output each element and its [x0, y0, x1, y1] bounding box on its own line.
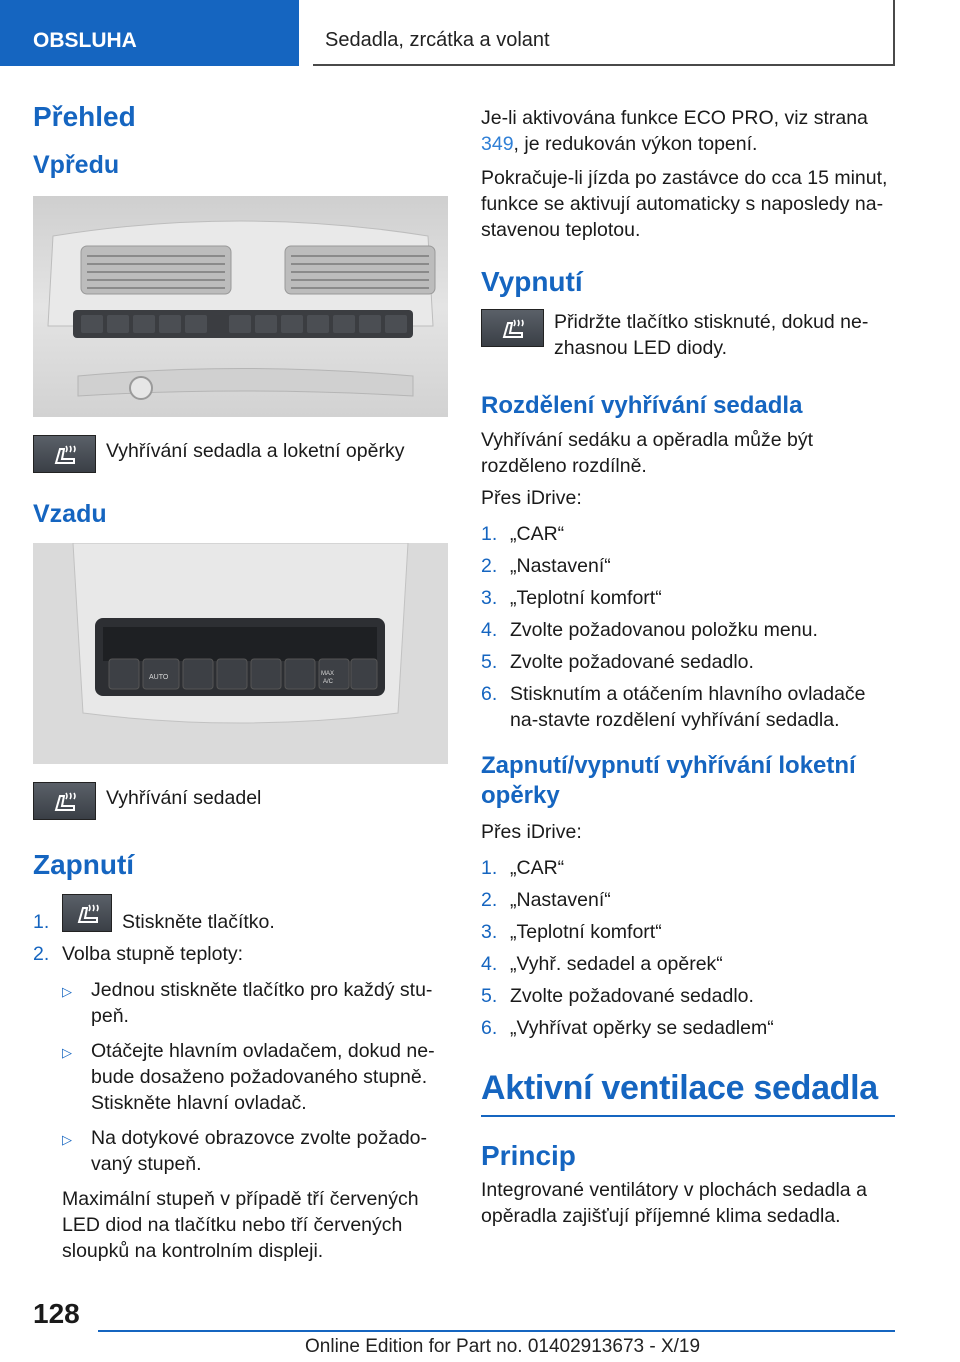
front-caption: Vyhřívání sedadla a loketní opěrky	[106, 440, 405, 462]
split-step: 1. „CAR“	[481, 523, 565, 545]
principle-text: Integrované ventilátory v plochách sedadla a opěradla zajišťují příjemné klima sedadla.	[481, 1179, 867, 1227]
rear-caption: Vyhřívání sedadel	[106, 787, 262, 809]
inline-seat-heating-glyph	[75, 902, 101, 926]
right-column	[481, 105, 895, 1229]
armrest-step: 5. Zvolte požadované sedadlo.	[481, 985, 754, 1007]
split-text: Vyhřívání sedáku a opěradla může být rozděleno rozdílně.	[481, 429, 814, 477]
rear-console-drawing	[33, 543, 448, 764]
armrest-step: 1. „CAR“	[481, 857, 565, 879]
front-legend	[33, 435, 448, 473]
principle-heading: Princip	[481, 1140, 576, 1171]
on-steps	[33, 894, 448, 967]
page-number: 128	[33, 1298, 80, 1329]
left-column	[33, 100, 448, 1264]
inline-seat-heating-icon	[62, 894, 112, 932]
continue-note: Pokračuje-li jízda po zastávce do cca 15 minut, funkce se aktivují automaticky s naposledy na-stavenou teplotou.	[481, 167, 888, 241]
off-text: Přidržte tlačítko stisknuté, dokud ne-zhasnou LED diody.	[554, 311, 869, 359]
ventilation-heading: Aktivní ventilace sedadla	[481, 1069, 878, 1107]
armrest-step: 2. „Nastavení“	[481, 889, 611, 911]
rear-ac-label: A/C	[323, 679, 334, 685]
split-step: 5. Zvolte požadované sedadlo.	[481, 651, 754, 673]
eco-page-link[interactable]: 349	[481, 133, 514, 155]
split-step: 3. „Teplotní komfort“	[481, 587, 662, 609]
armrest-heading: Zapnutí/vypnutí vyhřívání loketní opěrky	[481, 752, 856, 809]
overview-heading: Přehled	[33, 101, 136, 132]
front-console-image	[33, 196, 448, 417]
rear-heading: Vzadu	[33, 500, 107, 528]
on-step-1: 1. Stiskněte tlačítko.	[33, 894, 448, 935]
front-heading: Vpředu	[33, 151, 120, 179]
level-option-3: ▷ Na dotykové obrazovce zvolte požado-vaný stupeň.	[62, 1127, 428, 1175]
rear-console-image	[33, 543, 448, 764]
edition-text: Online Edition for Part no. 01402913673 - X/19	[305, 1336, 701, 1357]
rear-auto-label: AUTO	[149, 674, 169, 681]
on-heading: Zapnutí	[33, 849, 135, 880]
rear-seat-heating-icon	[33, 782, 96, 820]
footer-rule	[98, 1330, 895, 1332]
armrest-step: 6. „Vyhřívat opěrky se sedadlem“	[481, 1017, 774, 1039]
off-seat-heating-glyph	[500, 317, 526, 341]
on-step-2: 2. Volba stupně teploty:	[33, 943, 244, 965]
armrest-via-idrive: Přes iDrive:	[481, 821, 582, 843]
chapter-header	[313, 0, 895, 66]
seat-heating-icon	[33, 435, 96, 473]
section-title: OBSLUHA	[33, 29, 137, 52]
split-step: 4. Zvolte požadovanou položku menu.	[481, 619, 818, 641]
level-option-2: ▷ Otáčejte hlavním ovladačem, dokud ne-bude dosaženo požadovaného stupně. Stiskněte hlavní ovladač.	[62, 1040, 435, 1114]
max-level-note: Maximální stupeň v případě tří červených LED diod na tlačítku nebo tří červených sloupků na kontrolním displeji.	[62, 1188, 419, 1262]
level-option-1: ▷ Jednou stiskněte tlačítko pro každý stu-peň.	[62, 979, 433, 1027]
section-tab	[0, 0, 299, 66]
chapter-title: Sedadla, zrcátka a volant	[325, 29, 550, 51]
front-console-drawing	[33, 196, 448, 417]
split-via-idrive: Přes iDrive:	[481, 487, 582, 509]
ventilation-rule	[481, 1115, 895, 1117]
rear-legend	[33, 782, 448, 820]
armrest-step: 3. „Teplotní komfort“	[481, 921, 662, 943]
armrest-step: 4. „Vyhř. sedadel a opěrek“	[481, 953, 723, 975]
split-heading: Rozdělení vyhřívání sedadla	[481, 392, 803, 419]
level-options	[62, 977, 448, 1177]
eco-note: Je-li aktivována funkce ECO PRO, viz strana 349, je redukován výkon topení.	[481, 107, 868, 155]
split-steps	[481, 521, 895, 733]
rear-seat-heating-glyph	[52, 790, 78, 814]
off-instruction	[481, 309, 895, 361]
off-heading: Vypnutí	[481, 266, 583, 297]
split-step: 2. „Nastavení“	[481, 555, 611, 577]
off-seat-heating-icon	[481, 309, 544, 347]
rear-max-label: MAX	[321, 671, 335, 677]
armrest-steps	[481, 855, 895, 1041]
split-step: 6. Stisknutím a otáčením hlavního ovladače na-stavte rozdělení vyhřívání sedadla.	[481, 683, 866, 731]
seat-heating-glyph	[52, 443, 78, 467]
